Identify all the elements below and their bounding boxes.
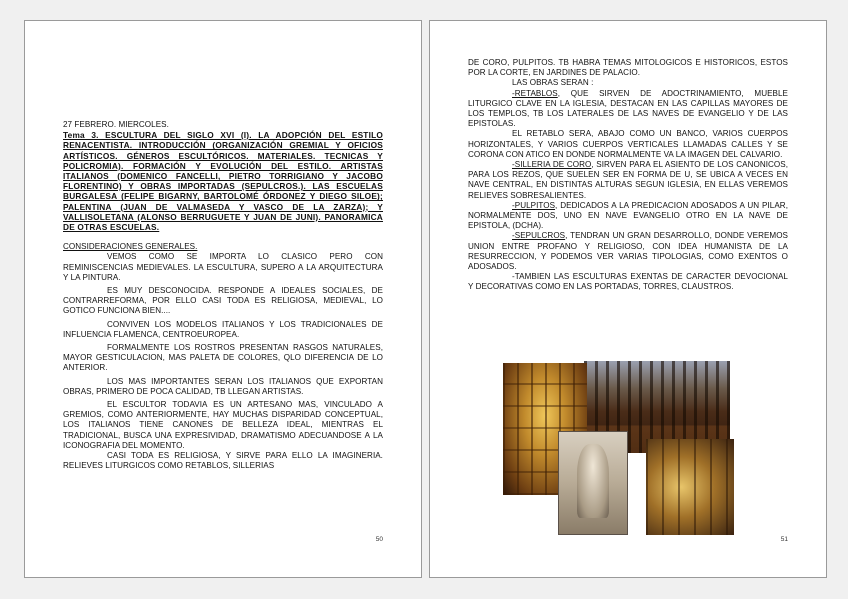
paragraph: CONVIVEN LOS MODELOS ITALIANOS Y LOS TRADICIONALES DE INFLUENCIA FLAMENCA, CENTROEUROPEA. xyxy=(63,319,383,339)
section-heading: CONSIDERACIONES GENERALES. xyxy=(63,242,198,252)
list-item xyxy=(468,129,788,160)
tomb-photo xyxy=(558,431,628,535)
left-page-text xyxy=(63,120,383,472)
term-silleria: -SILLERIA DE CORO xyxy=(512,160,592,170)
term-sepulcros: -SEPULCROS xyxy=(512,231,566,241)
lesson-title: Tema 3. ESCULTURA DEL SIGLO XVI (I). LA ADOPCIÓN DEL ESTILO RENACENTISTA. INTRODUCCIÓN (ORGANIZACIÓN GREMIAL Y OFICIOS ARTÍSTICOS. GÉNEROS ESCULTÓRICOS. MATERIALES. TECNICAS Y POLICROMIA). FORMACIÓN Y EVOLUCIÓN DEL ESTILO. ARTISTAS ITALIANOS (DOMENICO FANCELLI, PIETRO TORRIGIANO Y JACOBO FLORENTINO) Y OBRAS IMPORTADAS (SEPULCROS.). LAS ESCUELAS BURGALESA (FELIPE BIGARNY, BARTOLOMÉ ÓRDONEZ Y DIEGO SILOE); PALENTINA (JUAN DE VALMASEDA Y VASCO DE LA ZARZA); Y VALLISOLETANA (ALONSO BERRUGUETE Y JUAN DE JUNI). PANORAMICA DE OTRAS ESCUELAS. xyxy=(63,130,383,233)
paragraph: FORMALMENTE LOS ROSTROS PRESENTAN RASGOS NATURALES, MAYOR GESTICULACION, MAS PALETA DE COLORES, QLO DIFERENCIA DE LO ANTERIOR. xyxy=(63,343,383,373)
photo-collage xyxy=(496,357,734,535)
term-pulpitos: -PULPITOS xyxy=(512,200,556,210)
paragraph: DE CORO, PULPITOS. TB HABRA TEMAS MITOLOGICOS E HISTORICOS, ESTOS POR LA CORTE, EN JARDINES DE PALACIO. xyxy=(468,58,788,78)
page-number: 50 xyxy=(375,536,383,543)
left-page xyxy=(24,20,422,578)
list-item xyxy=(468,160,788,201)
list-item xyxy=(468,231,788,272)
item-text: , QUE SIRVEN DE ADOCTRINAMIENTO, MUEBLE LITURGICO CLAVE EN LA IGLESIA, DESTACAN EN LAS CAPILLAS MAYORES DE LOS TEMPLOS, TB LOS LATERALES DE LAS NAVES DE EVANGELIO Y DE LAS EPISTOLAS. xyxy=(468,88,788,129)
right-page-text xyxy=(468,58,788,293)
item-text: -TAMBIEN LAS ESCULTURAS EXENTAS DE CARACTER DEVOCIONAL Y DECORATIVAS COMO EN LAS PORTADAS, TORRES, CLAUSTROS. xyxy=(468,272,788,292)
list-item xyxy=(468,201,788,232)
paragraph: LOS MAS IMPORTANTES SERAN LOS ITALIANOS QUE EXPORTAN OBRAS, PRIMERO DE POCA CALIDAD, TB LLEGAN ARTISTAS. xyxy=(63,376,383,396)
item-text: , TENDRAN UN GRAN DESARROLLO, DONDE VEREMOS UNION ENTRE PROFANO Y RELIGIOSO, CON IDEA HUMANISTA DE LA RESURRECCION, Y PODEMOS VER VARIAS TIPOLOGIAS, COMO EXENTOS O ADOSADOS. xyxy=(468,231,788,272)
item-text: , DEDICADOS A LA PREDICACION ADOSADOS A UN PILAR, NORMALMENTE DOS, UNO EN NAVE EVANGELIO OTRO EN LA NAVE DE EPISTOLA, (DCHA). xyxy=(468,200,788,231)
paragraph: EL ESCULTOR TODAVIA ES UN ARTESANO MAS, VINCULADO A GREMIOS, COMO ANTERIORMENTE, HAY MUCHAS DISPARIDAD CONCEPTUAL, LOS ITALIANOS TIENE CANONES DE BELLEZA IDEAL, MIENTRAS EL TRADICIONAL, BUSCA UNA EXPRESIVIDAD, DRAMATISMO ADECUANDOSE A LA ICONOGRAFIA DEL MOMENTO. xyxy=(63,400,383,450)
date-line: 27 FEBRERO. MIERCOLES. xyxy=(63,120,169,129)
obras-heading: LAS OBRAS SERAN : xyxy=(512,78,594,88)
pulpit-photo xyxy=(646,439,734,535)
paragraph: ES MUY DESCONOCIDA. RESPONDE A IDEALES SOCIALES, DE CONTRARREFORMA, POR ELLO CASI TODA ES RELIGIOSA, MEDIEVAL, LO GOTICO FUNCIONA BIEN.... xyxy=(63,286,383,316)
list-item xyxy=(468,272,788,292)
paragraph: CASI TODA ES RELIGIOSA, Y SIRVE PARA ELLO LA IMAGINERIA. RELIEVES LITURGICOS COMO RETABLOS, SILLERIAS xyxy=(63,451,383,471)
list-item xyxy=(468,89,788,130)
page-number: 51 xyxy=(780,536,788,543)
term-retablos: -RETABLOS xyxy=(512,88,558,98)
right-page xyxy=(429,20,827,578)
item-text: EL RETABLO SERA, ABAJO COMO UN BANCO, VARIOS CUERPOS HORIZONTALES, Y VARIOS CUERPOS VERTICALES LLAMADAS CALLES Y SE CORONA CON ATICO EN DONDE NORMALMENTE VA LA IMAGEN DEL CALVARIO. xyxy=(468,129,788,159)
item-text: , SIRVEN PARA EL ASIENTO DE LOS CANONICOS, PARA LOS REZOS, QUE SUELEN SER EN FORMA DE U, SE UBICA A VECES EN NAVE CENTRAL, EN DISTINTAS ALTURAS SEGUN IGLESIA, EN ELLAS VEREMOS RELIEVES SOBRESALIENTES. xyxy=(468,160,788,200)
paragraph: VEMOS COMO SE IMPORTA LO CLASICO PERO CON REMINISCENCIAS MEDIEVALES. LA ESCULTURA, SUPERO A LA ARQUITECTURA Y LA PINTURA. xyxy=(63,252,383,282)
